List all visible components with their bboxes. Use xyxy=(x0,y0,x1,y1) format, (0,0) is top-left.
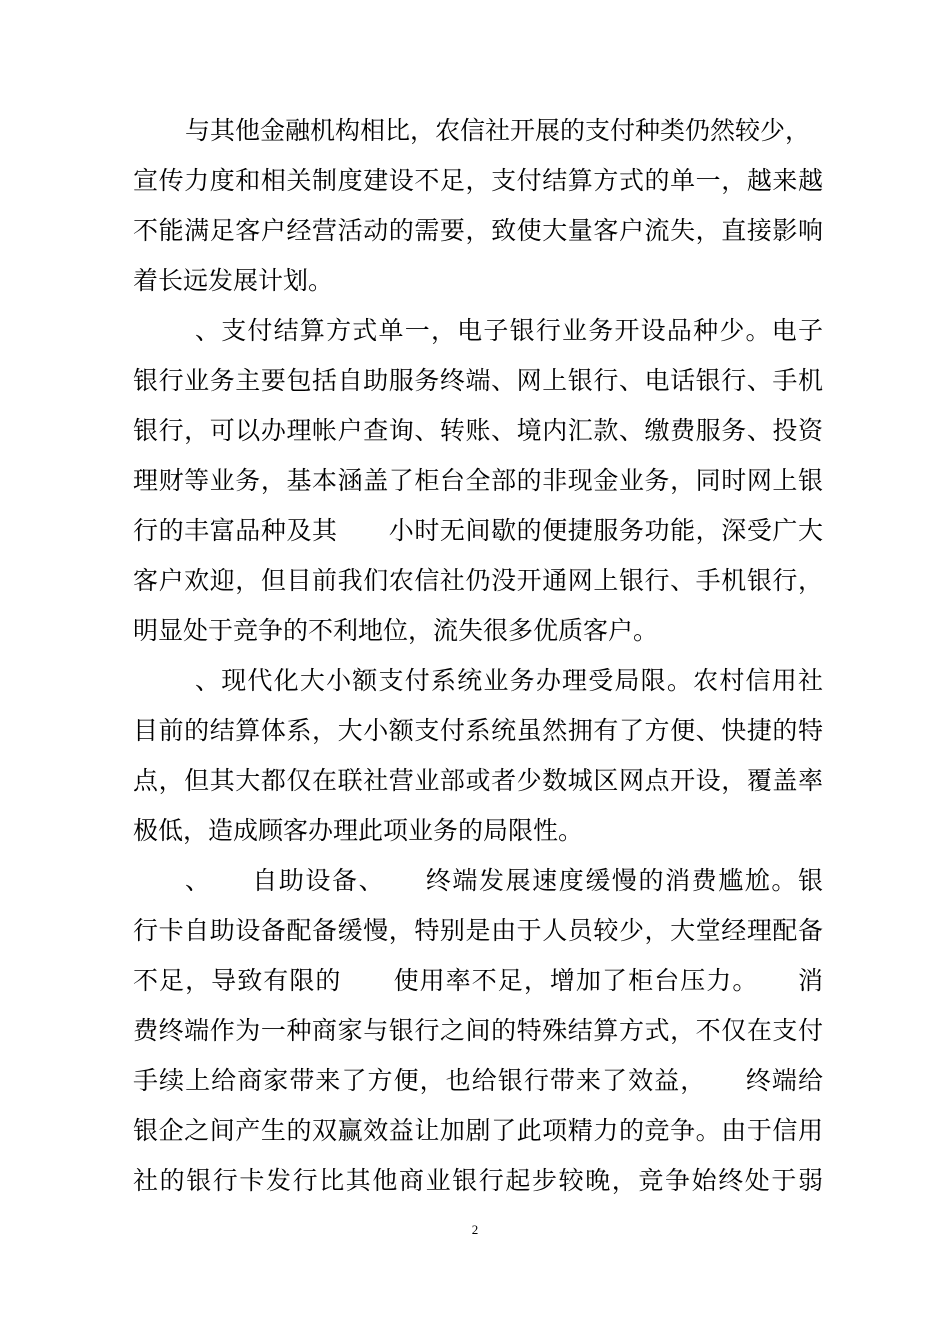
paragraph-2-line-5: 行的丰富品种及其 小时无间歇的便捷服务功能，深受广大 xyxy=(133,516,823,545)
paragraph-4-line-5: 手续上给商家带来了方便，也给银行带来了效益， 终端给 xyxy=(133,1066,823,1095)
paragraph-2-line-7: 明显处于竞争的不利地位，流失很多优质客户。 xyxy=(133,616,659,645)
paragraph-4-line-4: 费终端作为一种商家与银行之间的特殊结算方式，不仅在支付 xyxy=(133,1016,823,1045)
paragraph-4-line-6: 银企之间产生的双赢效益让加剧了此项精力的竞争。由于信用 xyxy=(133,1116,823,1145)
paragraph-2-line-1: 、支付结算方式单一，电子银行业务开设品种少。电子 xyxy=(195,316,823,345)
paragraph-1-line-2: 宣传力度和相关制度建设不足，支付结算方式的单一，越来越 xyxy=(133,166,823,195)
paragraph-4-line-2: 行卡自助设备配备缓慢，特别是由于人员较少，大堂经理配备 xyxy=(133,916,823,945)
paragraph-3-line-3: 点，但其大都仅在联社营业部或者少数城区网点开设，覆盖率 xyxy=(133,766,823,795)
paragraph-1-line-4: 着长远发展计划。 xyxy=(133,266,334,295)
paragraph-1-line-1: 与其他金融机构相比，农信社开展的支付种类仍然较少， xyxy=(185,116,811,145)
paragraph-3-line-2: 目前的结算体系，大小额支付系统虽然拥有了方便、快捷的特 xyxy=(133,716,823,745)
paragraph-2-line-6: 客户欢迎，但目前我们农信社仍没开通网上银行、手机银行， xyxy=(133,566,823,595)
paragraph-2-line-2: 银行业务主要包括自助服务终端、网上银行、电话银行、手机 xyxy=(133,366,823,395)
paragraph-4-line-1: 、 自助设备、 终端发展速度缓慢的消费尴尬。银 xyxy=(185,866,823,895)
paragraph-3-line-4: 极低，造成顾客办理此项业务的局限性。 xyxy=(133,816,584,845)
paragraph-2-line-4: 理财等业务，基本涵盖了柜台全部的非现金业务，同时网上银 xyxy=(133,466,823,495)
paragraph-3-line-1: 、现代化大小额支付系统业务办理受局限。农村信用社 xyxy=(195,666,823,695)
paragraph-2-line-3: 银行，可以办理帐户查询、转账、境内汇款、缴费服务、投资 xyxy=(133,416,823,445)
paragraph-4-line-3: 不足，导致有限的 使用率不足，增加了柜台压力。 消 xyxy=(133,966,823,995)
page-number: 2 xyxy=(471,1222,479,1237)
paragraph-4-line-7: 社的银行卡发行比其他商业银行起步较晚，竞争始终处于弱 xyxy=(133,1166,823,1195)
paragraph-1-line-3: 不能满足客户经营活动的需要，致使大量客户流失，直接影响 xyxy=(133,216,823,245)
